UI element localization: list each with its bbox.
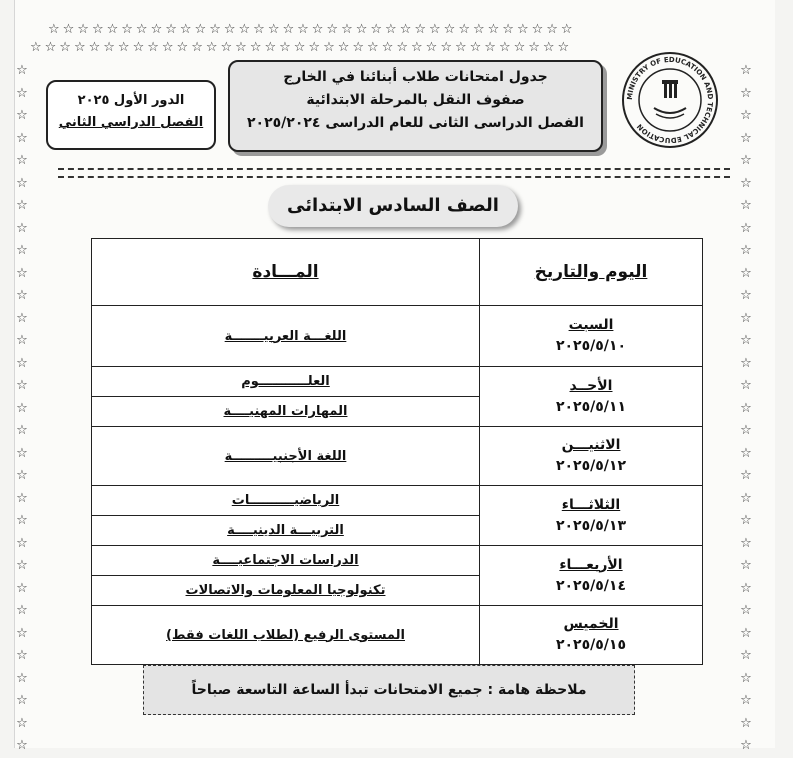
table-row <box>92 546 703 576</box>
day-cell <box>480 486 703 546</box>
subject-cell <box>92 576 480 606</box>
exam-term: الفصل الدراسي الثاني <box>58 115 204 130</box>
dashed-separator <box>58 168 730 178</box>
table-row <box>92 427 703 486</box>
subject-name: التربيـــة الدينيــــة <box>227 523 344 538</box>
day-cell <box>480 427 703 486</box>
subject-name: الدراسات الاجتماعيــــة <box>212 553 359 568</box>
day-date: ٢٠٢٥/٥/١٠ <box>555 338 627 354</box>
star-border-left-icon: ☆ ☆ ☆ ☆ ☆ ☆ ☆ ☆ ☆ ☆ ☆ ☆ ☆ ☆ ☆ ☆ ☆ ☆ ☆ ☆ ☆ ☆ ☆ ☆ ☆ ☆ ☆ ☆ ☆ ☆ ☆ <box>16 63 28 753</box>
subject-name: الرياضيــــــــــات <box>231 493 340 508</box>
subject-cell <box>92 306 480 367</box>
day-name: الثلاثـــاء <box>561 496 621 513</box>
subject-cell <box>92 486 480 516</box>
subject-name: اللغـــة العربيـــــــة <box>224 328 347 344</box>
table-row <box>92 606 703 665</box>
subject-cell <box>92 367 480 397</box>
day-name: الأربعـــاء <box>559 556 623 573</box>
ministry-emblem-icon <box>620 50 720 150</box>
star-border-right-icon: ☆ ☆ ☆ ☆ ☆ ☆ ☆ ☆ ☆ ☆ ☆ ☆ ☆ ☆ ☆ ☆ ☆ ☆ ☆ ☆ ☆ ☆ ☆ ☆ ☆ ☆ ☆ ☆ ☆ ☆ ☆ <box>740 63 752 753</box>
exam-round: الدور الأول ٢٠٢٥ <box>77 93 185 108</box>
day-cell <box>480 306 703 367</box>
exam-schedule-header <box>228 60 603 152</box>
table-row <box>92 367 703 397</box>
header-title: جدول امتحانات طلاب أبنائنا في الخارج <box>283 69 548 85</box>
star-border-top-inner-icon: ☆☆☆☆☆☆☆☆☆☆☆☆☆☆☆☆☆☆☆☆☆☆☆☆☆☆☆☆☆☆☆☆☆☆☆☆☆ <box>30 40 573 55</box>
subject-cell <box>92 427 480 486</box>
day-name: الأحــد <box>569 377 613 394</box>
emblem-text: MINISTRY OF EDUCATION AND TECHNICAL EDUCATION <box>625 55 715 145</box>
day-name: الاثنيـــن <box>561 437 621 453</box>
table-row <box>92 486 703 516</box>
day-date: ٢٠٢٥/٥/١٥ <box>555 637 627 653</box>
exam-round-box <box>46 80 216 150</box>
subject-name: اللغة الأجنبيـــــــــة <box>224 448 347 464</box>
subject-name: العلـــــــــــوم <box>241 374 330 389</box>
subject-cell <box>92 546 480 576</box>
header-stage: صفوف النقل بالمرحلة الابتدائية <box>306 92 525 108</box>
grade-title: الصف السادس الابتدائى <box>268 185 518 227</box>
day-cell <box>480 606 703 665</box>
subject-name: المهارات المهنيــــة <box>223 404 348 419</box>
day-date: ٢٠٢٥/٥/١٤ <box>555 577 627 594</box>
table-header-row <box>92 239 703 306</box>
subject-cell <box>92 606 480 665</box>
column-header-subject: المـــادة <box>92 239 480 306</box>
day-date: ٢٠٢٥/٥/١١ <box>555 398 627 415</box>
table-row <box>92 306 703 367</box>
day-name: الخميس <box>563 616 619 632</box>
column-header-day-date: اليوم والتاريخ <box>480 239 703 306</box>
subject-cell <box>92 516 480 546</box>
exam-schedule-table <box>91 238 703 665</box>
day-name: السبت <box>568 317 614 333</box>
subject-name: المستوى الرفيع (لطلاب اللغات فقط) <box>166 627 405 643</box>
star-border-top-icon: ☆☆☆☆☆☆☆☆☆☆☆☆☆☆☆☆☆☆☆☆☆☆☆☆☆☆☆☆☆☆☆☆☆☆☆☆ <box>48 22 576 37</box>
subject-cell <box>92 397 480 427</box>
day-date: ٢٠٢٥/٥/١٢ <box>555 458 627 474</box>
subject-name: تكنولوجيا المعلومات والاتصالات <box>185 583 386 598</box>
header-term-year: الفصل الدراسى الثانى للعام الدراسى ٢٠٢٥/٢٠٢٤ <box>247 115 584 131</box>
day-date: ٢٠٢٥/٥/١٣ <box>555 517 627 534</box>
day-cell <box>480 546 703 606</box>
important-note: ملاحظة هامة : جميع الامتحانات تبدأ الساعة التاسعة صباحاً <box>143 665 635 715</box>
day-cell <box>480 367 703 427</box>
